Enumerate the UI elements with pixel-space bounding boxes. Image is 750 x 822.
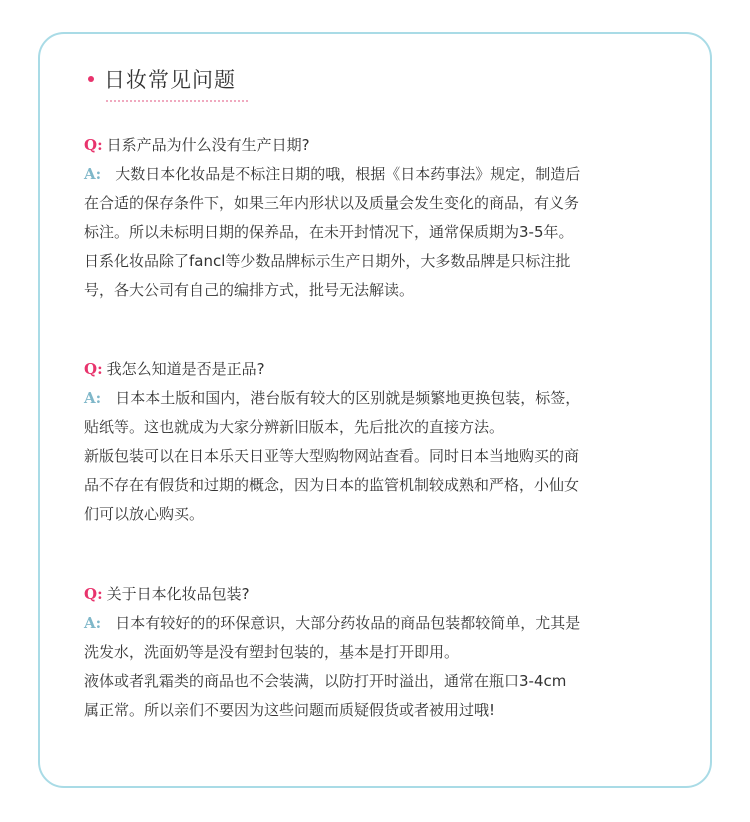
question-text: 我怎么知道是否是正品? [106, 360, 265, 378]
q-mark: Q: [84, 360, 103, 378]
answer-line: 新版包装可以在日本乐天日亚等大型购物网站查看。同时日本当地购买的商 [84, 447, 580, 465]
a-mark: A: [84, 165, 102, 183]
a-mark: A: [84, 389, 102, 407]
answer-line: 在合适的保存条件下，如果三年内形状以及质量会发生变化的商品，有义务 [84, 194, 580, 212]
answer-text: 日本本土版和国内，港台版有较大的区别就是频繁地更换包装，标签， [115, 389, 581, 407]
answer-line [84, 609, 684, 638]
qa-item-2 [84, 355, 684, 529]
question-text: 关于日本化妆品包装? [106, 585, 250, 603]
q-mark: Q: [84, 136, 103, 154]
qa-item-3 [84, 580, 684, 725]
answer-line: 标注。所以未标明日期的保养品，在未开封情况下，通常保质期为3-5年。 [84, 223, 574, 241]
page-title: 日妆常见问题 [104, 68, 236, 92]
answer-line [84, 160, 684, 189]
title-underline [106, 100, 248, 102]
answer-line: 日系化妆品除了fancl等少数品牌标示生产日期外，大多数品牌是只标注批 [84, 252, 571, 270]
answer-line: 号，各大公司有自己的编排方式，批号无法解读。 [84, 281, 415, 299]
answer-line: 贴纸等。这也就成为大家分辨新旧版本，先后批次的直接方法。 [84, 418, 505, 436]
answer-line: 液体或者乳霜类的商品也不会装满，以防打开时溢出，通常在瓶口3-4cm [84, 672, 567, 690]
answer-line [84, 384, 684, 413]
answer-line: 属正常。所以亲们不要因为这些问题而质疑假货或者被用过哦! [84, 701, 496, 719]
answer-text: 日本有较好的的环保意识，大部分药妆品的商品包装都较简单，尤其是 [115, 614, 581, 632]
answer-text: 大数日本化妆品是不标注日期的哦，根据《日本药事法》规定，制造后 [115, 165, 581, 183]
question [84, 580, 684, 609]
question [84, 131, 684, 160]
bullet-dot-icon [88, 76, 94, 82]
a-mark: A: [84, 614, 102, 632]
q-mark: Q: [84, 585, 103, 603]
title-row [88, 64, 236, 94]
question [84, 355, 684, 384]
qa-item-1 [84, 131, 684, 305]
question-text: 日系产品为什么没有生产日期? [106, 136, 310, 154]
answer-line: 们可以放心购买。 [84, 505, 205, 523]
answer-line: 洗发水，洗面奶等是没有塑封包装的，基本是打开即用。 [84, 643, 460, 661]
answer-line: 品不存在有假货和过期的概念，因为日本的监管机制较成熟和严格，小仙女 [84, 476, 580, 494]
